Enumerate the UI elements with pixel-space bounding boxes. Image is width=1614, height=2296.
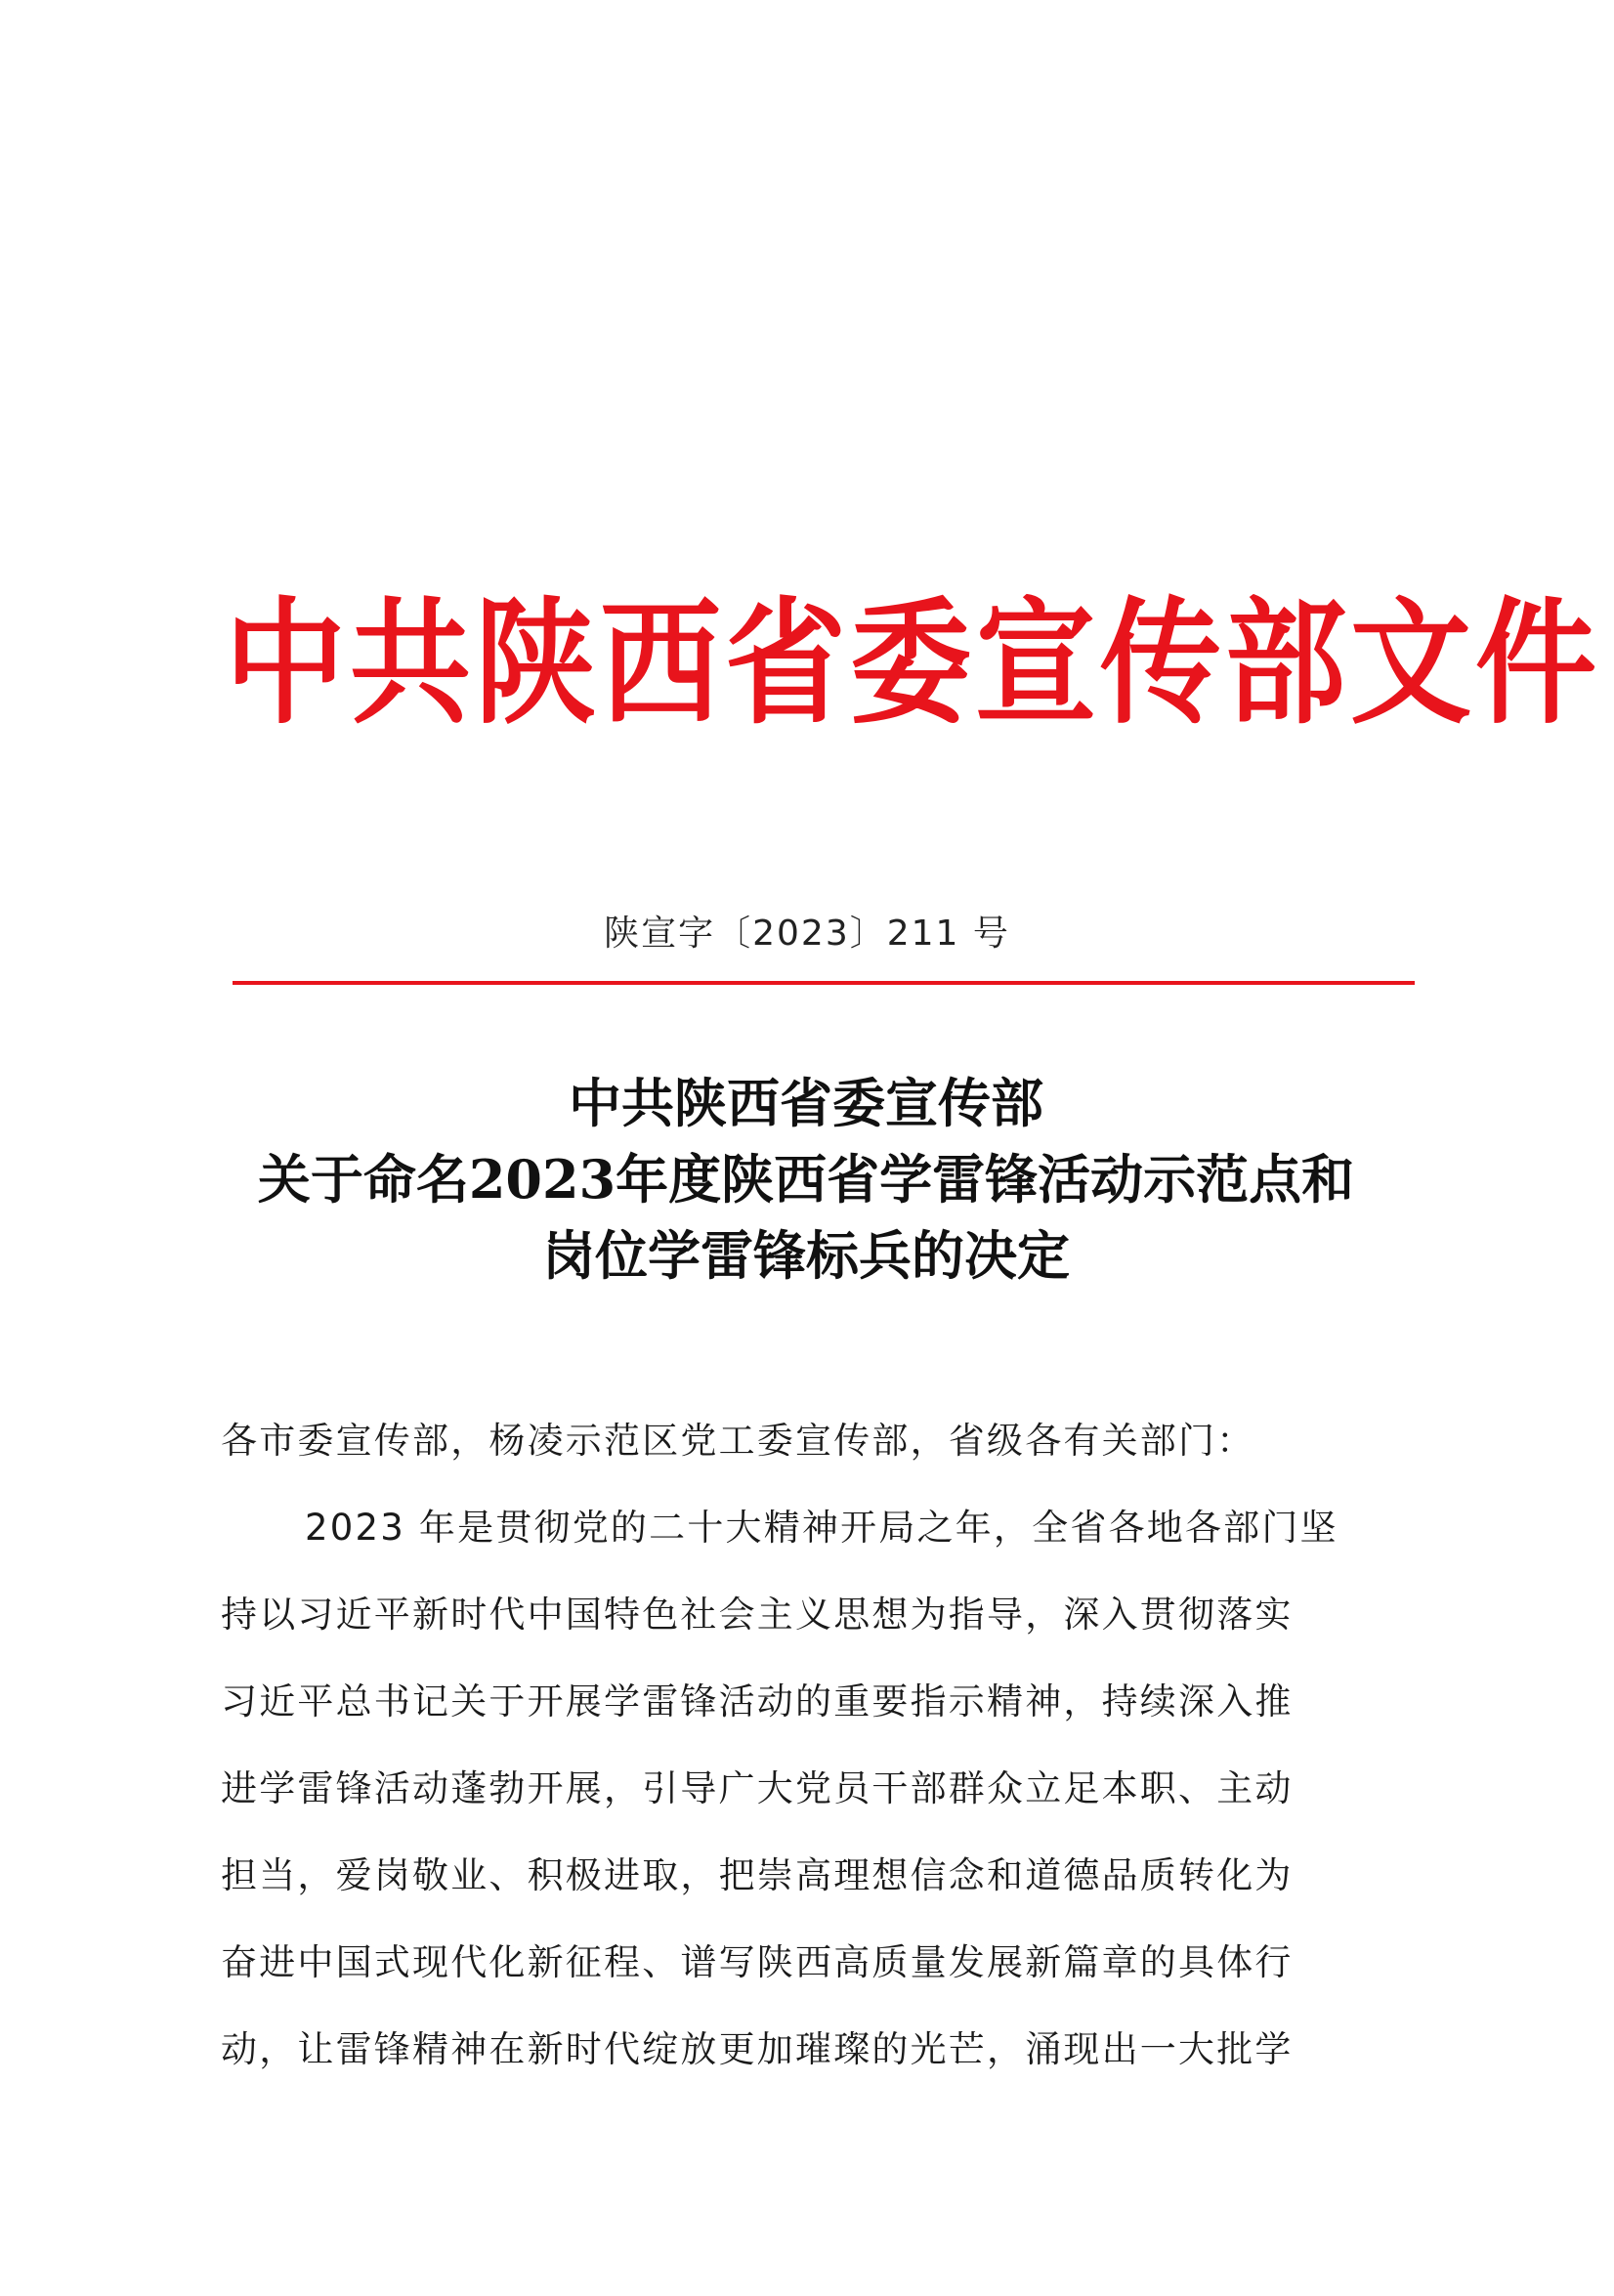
red-divider-line <box>233 981 1415 985</box>
paragraph-line: 持以习近平新时代中国特色社会主义思想为指导，深入贯彻落实 <box>221 1594 1294 1636</box>
title-line-1: 中共陕西省委宣传部 <box>569 1072 1043 1134</box>
document-title <box>176 1065 1436 1294</box>
paragraph-line: 担当，爱岗敬业、积极进取，把崇高理想信念和道德品质转化为 <box>221 1854 1294 1896</box>
title-line-3: 岗位学雷锋标兵的决定 <box>542 1224 1070 1287</box>
paragraph-line: 进学雷锋活动蓬勃开展，引导广大党员干部群众立足本职、主动 <box>221 1767 1294 1809</box>
paragraph-line: 奋进中国式现代化新征程、谱写陕西高质量发展新篇章的具体行 <box>221 1941 1294 1983</box>
document-number: 陕宣字〔2023〕211 号 <box>604 914 1010 954</box>
paragraph-line: 动，让雷锋精神在新时代绽放更加璀璨的光芒，涌现出一大批学 <box>221 2028 1294 2070</box>
red-header-title: 中共陕西省委宣传部文件 <box>225 584 1601 744</box>
paragraph-line: 2023 年是贯彻党的二十大精神开局之年，全省各地各部门坚 <box>305 1507 1338 1549</box>
paragraph-line: 习近平总书记关于开展学雷锋活动的重要指示精神，持续深入推 <box>221 1680 1294 1722</box>
title-line-2: 关于命名2023年度陕西省学雷锋活动示范点和 <box>257 1148 1355 1211</box>
addressee-line: 各市委宣传部，杨凌示范区党工委宣传部，省级各有关部门： <box>221 1420 1255 1462</box>
document-body <box>221 1397 1415 2093</box>
